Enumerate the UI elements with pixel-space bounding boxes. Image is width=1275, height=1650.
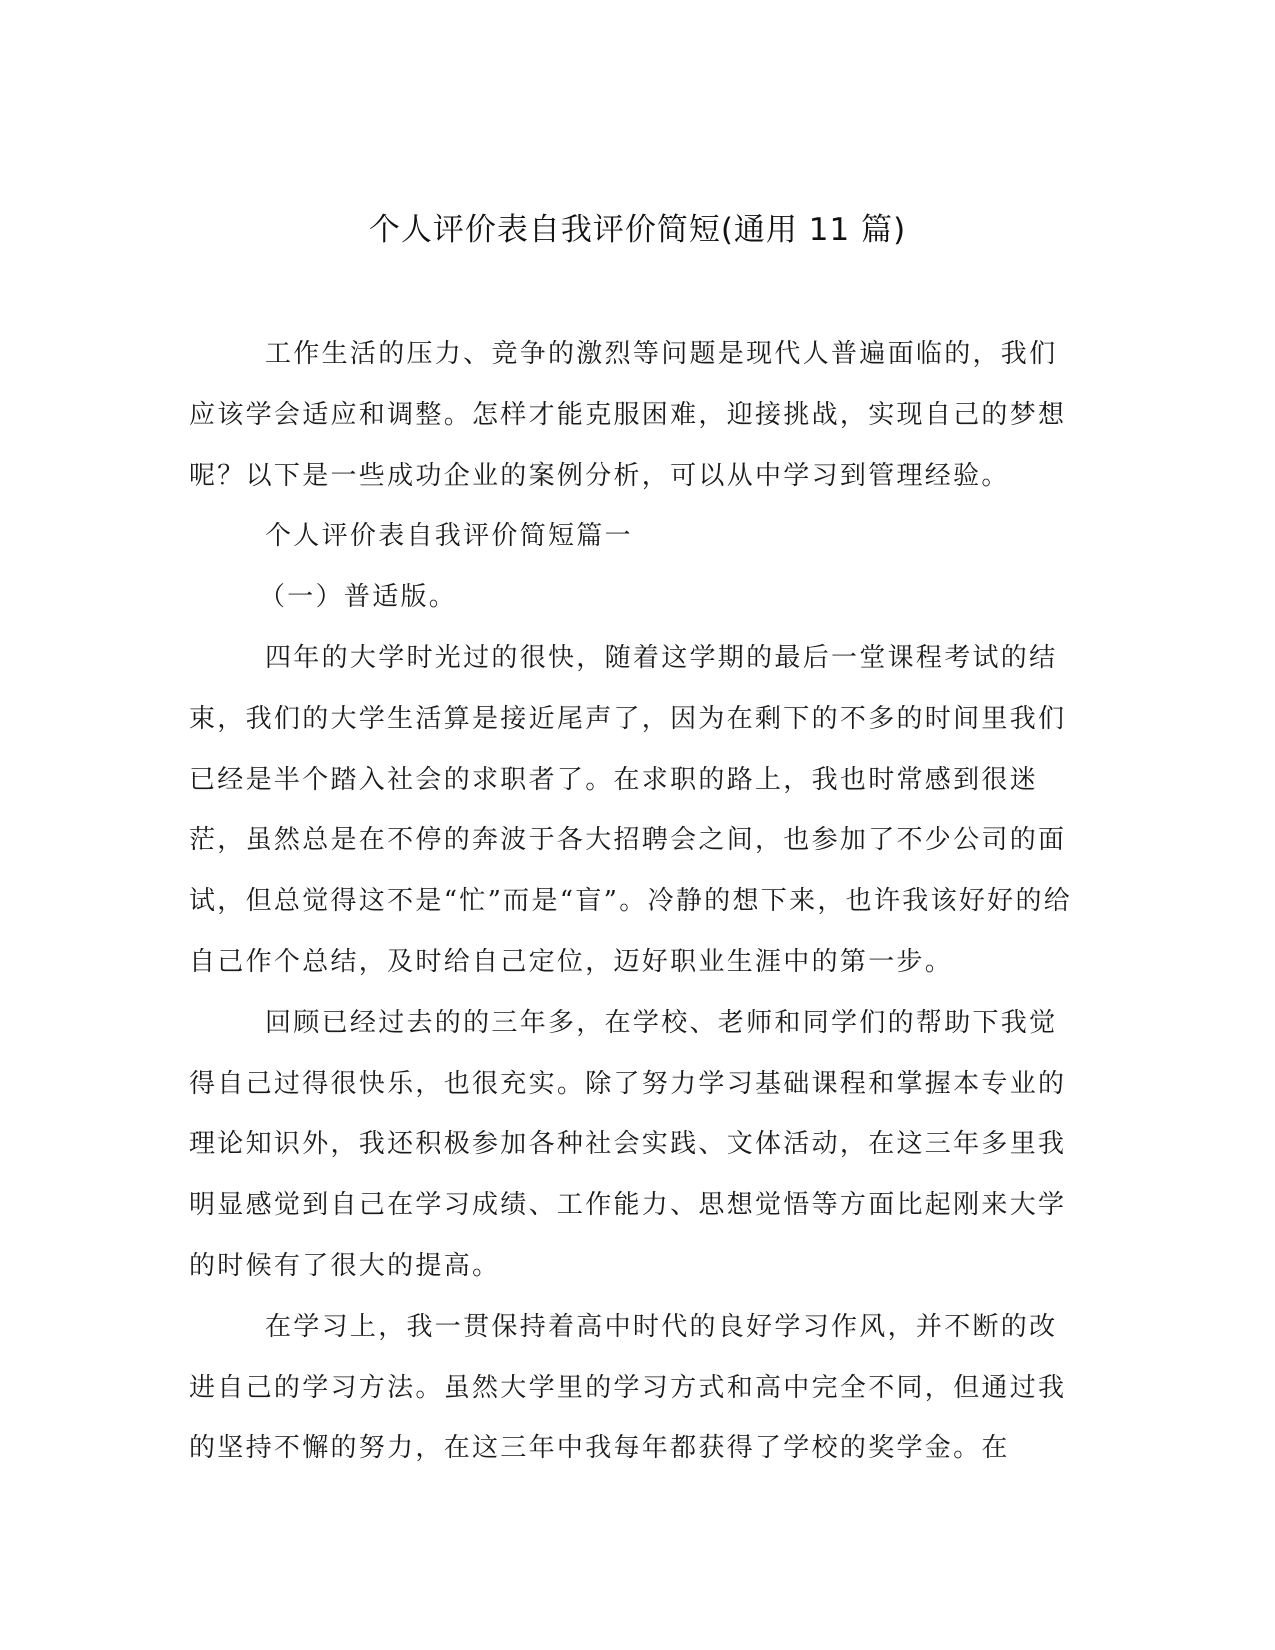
body-paragraph-3: 在学习上，我一贯保持着高中时代的良好学习作风，并不断的改进自己的学习方法。虽然大学里的学习方式和高中完全不同，但通过我的坚持不懈的努力，在这三年中我每年都获得了学校的奖学金。在 <box>189 1311 1067 1464</box>
intro-paragraph: 工作生活的压力、竞争的激烈等问题是现代人普遍面临的，我们应该学会适应和调整。怎样才能克服困难，迎接挑战，实现自己的梦想呢？以下是一些成功企业的案例分析，可以从中学习到管理经验。 <box>189 339 1067 491</box>
document-title: 个人评价表自我评价简短(通用 11 篇) <box>368 212 907 248</box>
body-paragraph-2: 回顾已经过去的的三年多，在学校、老师和同学们的帮助下我觉得自己过得很快乐，也很充实。除了努力学习基础课程和掌握本专业的理论知识外，我还积极参加各种社会实践、文体活动，在这三年多里我明显感觉到自己在学习成绩、工作能力、思想觉悟等方面比起刚来大学的时候有了很大的提高。 <box>189 1007 1067 1281</box>
subsection-heading: （一）普适版。 <box>259 582 458 613</box>
body-paragraph-1: 四年的大学时光过的很快，随着这学期的最后一堂课程考试的结束，我们的大学生活算是接近尾声了，因为在剩下的不多的时间里我们已经是半个踏入社会的求职者了。在求职的路上，我也时常感到很迷茫，虽然总是在不停的奔波于各大招聘会之间，也参加了不少公司的面试，但总觉得这不是“忙”而是“盲”。冷静的想下来，也许我该好好的给自己作个总结，及时给自己定位，迈好职业生涯中的第一步。 <box>189 642 1073 977</box>
section-heading: 个人评价表自我评价简短篇一 <box>265 521 633 552</box>
document-body <box>189 324 1079 1479</box>
